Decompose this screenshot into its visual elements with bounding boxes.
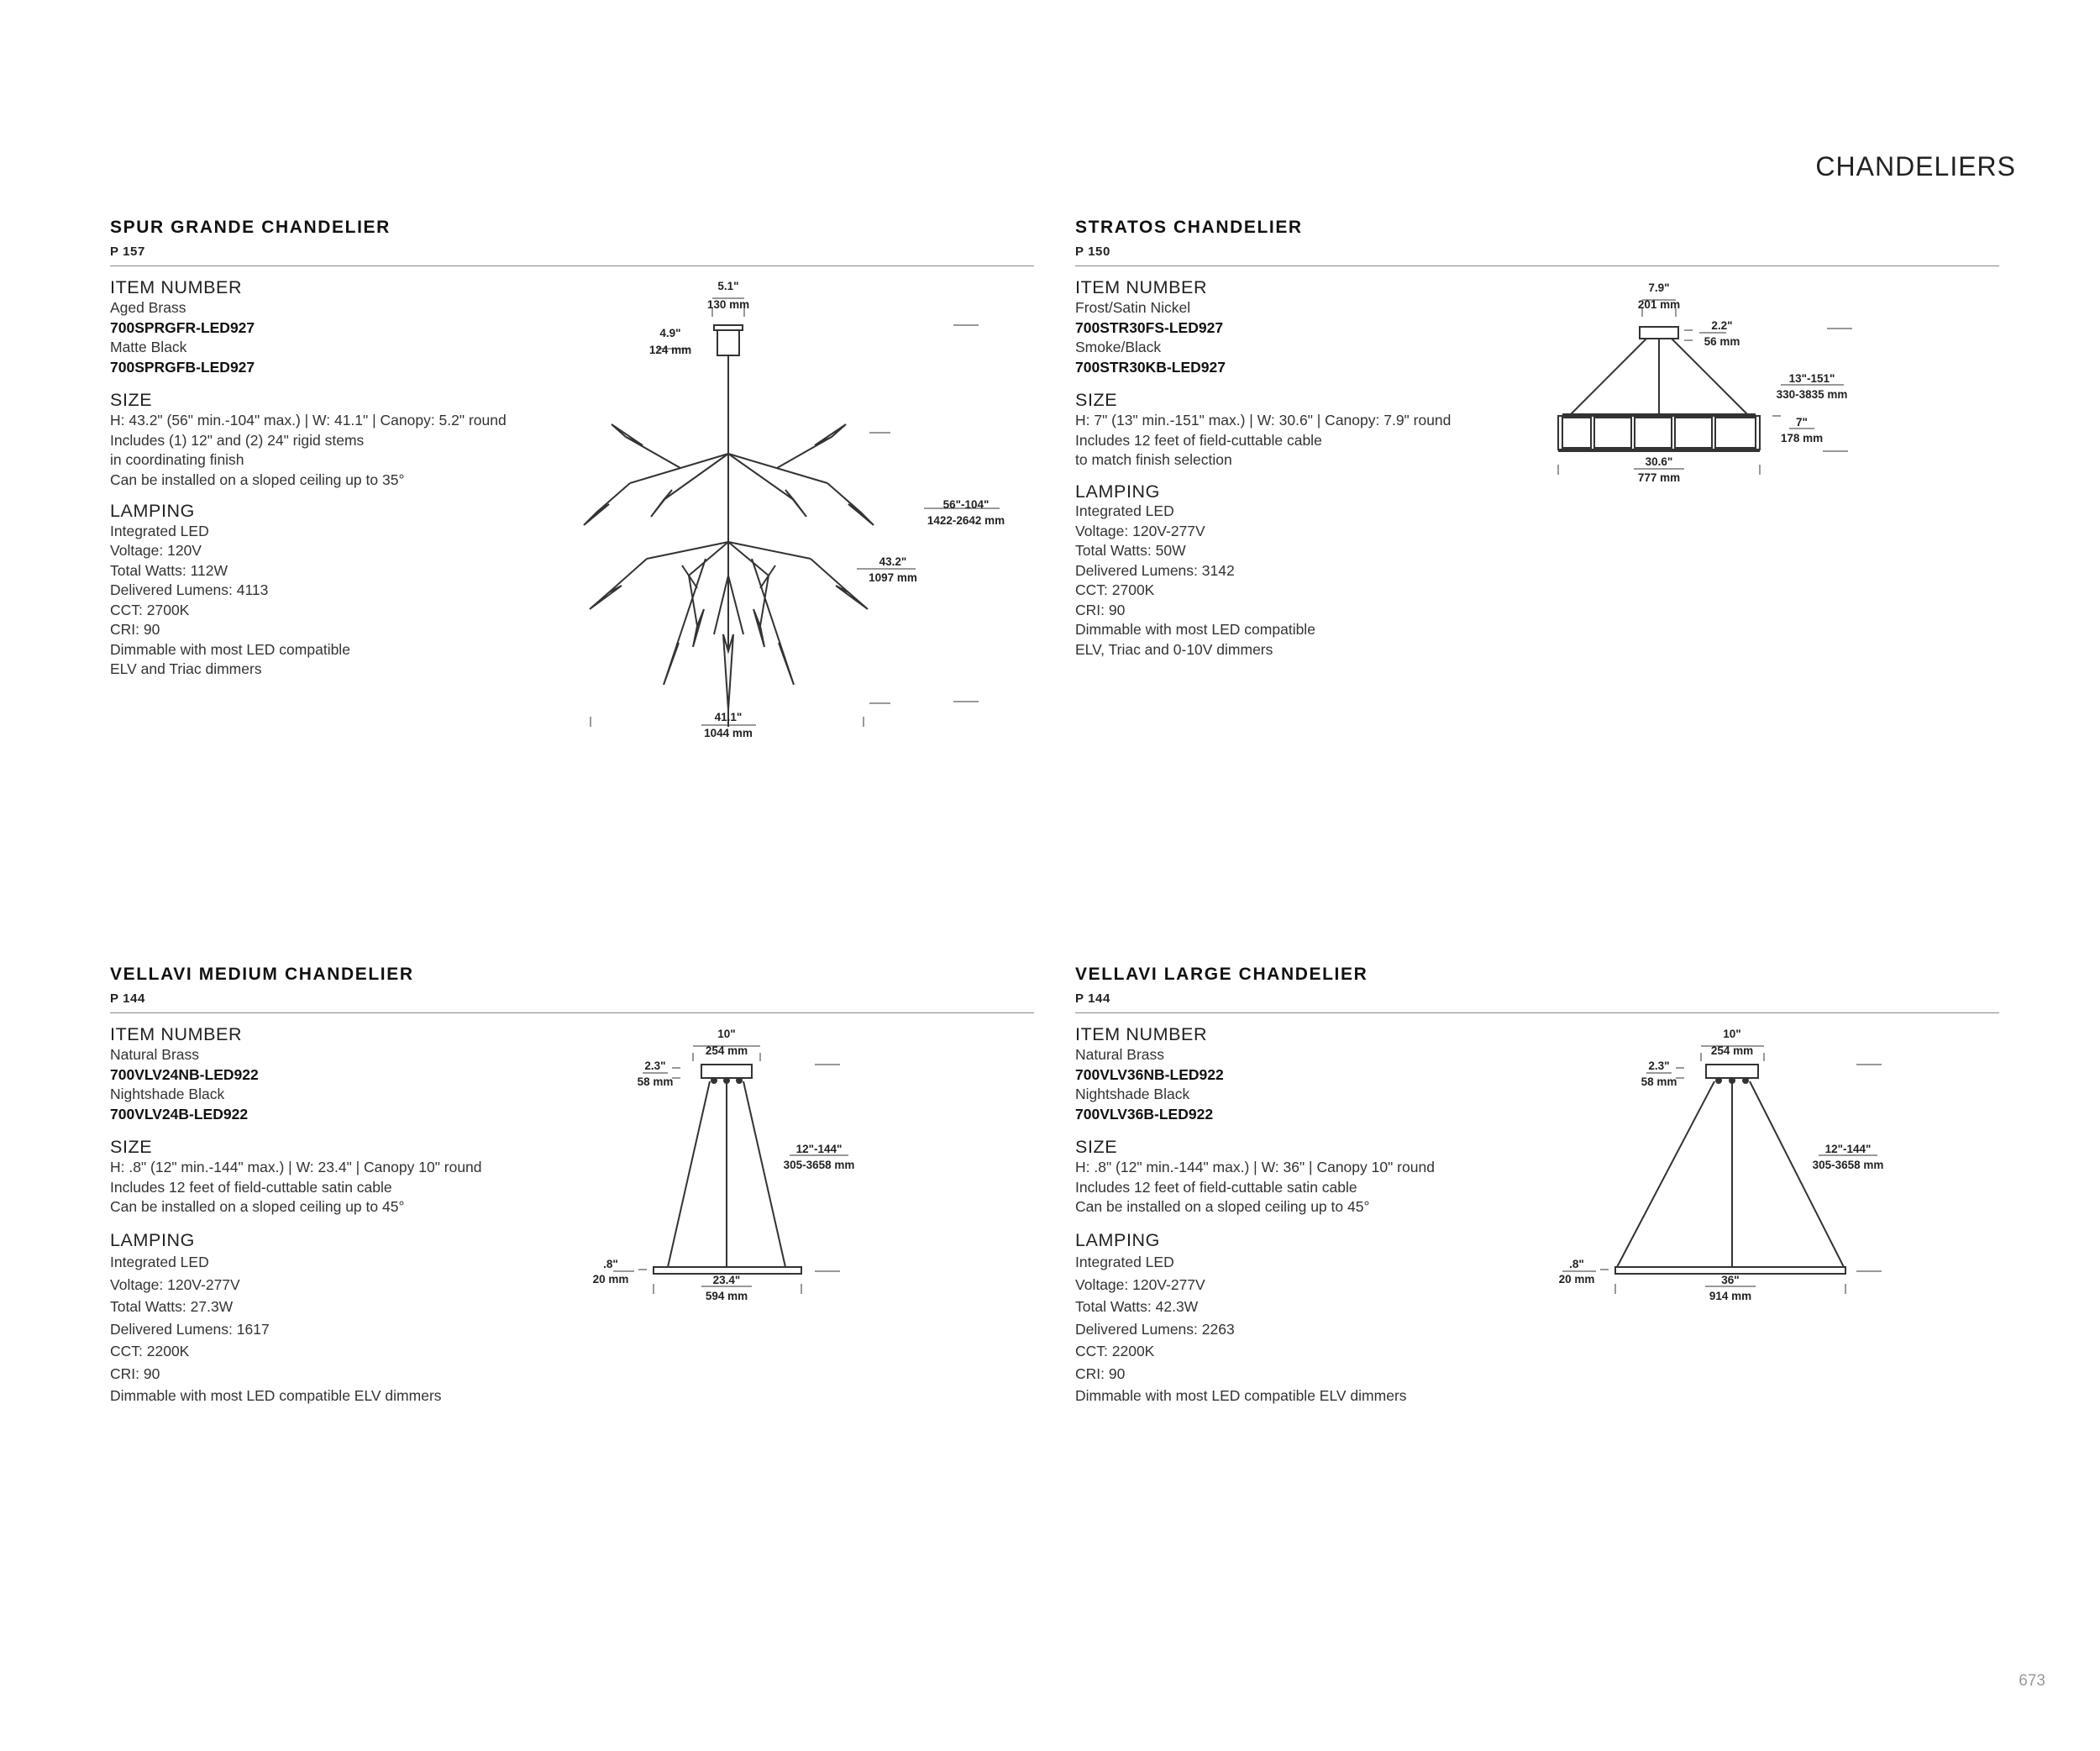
item-code: 700SPRGFR-LED927 xyxy=(110,318,255,336)
item-number-heading: ITEM NUMBER xyxy=(1075,1024,1208,1044)
size-heading: SIZE xyxy=(1075,1137,1118,1157)
divider xyxy=(110,1012,1034,1013)
finish-label: Frost/Satin Nickel xyxy=(1075,299,1191,316)
item-number-heading: ITEM NUMBER xyxy=(1075,277,1208,297)
lamping-line: CRI: 90 xyxy=(110,1365,160,1382)
item-number-group xyxy=(1075,1023,1546,1124)
page-number: 673 xyxy=(2019,1672,2045,1690)
size-group xyxy=(1075,1136,1546,1217)
size-line: H: 43.2" (56" min.-104" max.) | W: 41.1" | Canopy: 5.2" round xyxy=(110,412,507,429)
dim-width-in: 36" xyxy=(1721,1274,1740,1286)
lamping-line: Integrated LED xyxy=(1075,502,1174,519)
spec-block xyxy=(1075,276,1546,660)
dim-width-mm: 1044 mm xyxy=(704,727,753,739)
dim-canopy-h-in: 2.3" xyxy=(644,1060,666,1072)
lamping-line: ELV and Triac dimmers xyxy=(110,660,262,677)
size-line: in coordinating finish xyxy=(110,451,244,468)
lamping-line: Integrated LED xyxy=(110,1254,209,1270)
product-name: VELLAVI MEDIUM CHANDELIER xyxy=(110,965,414,984)
spur-grande-diagram xyxy=(580,273,1033,752)
product-page-ref: P 144 xyxy=(1075,991,1110,1006)
dim-overall-in: 56"-104" xyxy=(942,498,990,511)
dim-canopy-in: 10" xyxy=(1723,1028,1741,1040)
product-vellavi-medium xyxy=(110,965,1034,1419)
item-number-group xyxy=(110,276,580,377)
product-name: VELLAVI LARGE CHANDELIER xyxy=(1075,965,1368,984)
lamping-line: CRI: 90 xyxy=(110,621,160,638)
section-title: CHANDELIERS xyxy=(1815,151,2016,181)
dim-overall-mm: 305-3658 mm xyxy=(1812,1159,1884,1171)
dim-width-mm: 594 mm xyxy=(705,1290,748,1302)
dim-canopy-mm: 254 mm xyxy=(705,1044,748,1057)
item-number-heading: ITEM NUMBER xyxy=(110,1024,243,1044)
item-code: 700SPRGFB-LED927 xyxy=(110,358,255,376)
size-group xyxy=(110,389,580,490)
finish-label: Nightshade Black xyxy=(110,1086,225,1102)
size-heading: SIZE xyxy=(110,1137,153,1157)
lamping-line: Voltage: 120V xyxy=(110,542,202,559)
dim-height-in: .8" xyxy=(603,1258,618,1270)
size-line: Can be installed on a sloped ceiling up to 45° xyxy=(1075,1198,1370,1215)
item-code: 700STR30KB-LED927 xyxy=(1075,358,1226,376)
finish-label: Aged Brass xyxy=(110,299,186,316)
dim-canopy-h-mm: 58 mm xyxy=(637,1075,674,1088)
finish-label: Natural Brass xyxy=(1075,1046,1165,1063)
lamping-line: Delivered Lumens: 3142 xyxy=(1075,561,1235,579)
size-line: H: .8" (12" min.-144" max.) | W: 36" | Canopy 10" round xyxy=(1075,1159,1435,1175)
dim-height-mm: 178 mm xyxy=(1780,432,1824,444)
dim-canopy-h-mm: 58 mm xyxy=(1641,1075,1677,1088)
dim-width-in: 23.4" xyxy=(712,1274,741,1286)
lamping-line: CRI: 90 xyxy=(1075,1365,1126,1382)
lamping-line: Integrated LED xyxy=(110,522,209,539)
dim-overall-mm: 330-3835 mm xyxy=(1776,388,1848,401)
spur-grande-drawing xyxy=(580,273,1033,752)
item-code: 700VLV24B-LED922 xyxy=(110,1105,249,1123)
dim-height-mm: 20 mm xyxy=(592,1273,629,1286)
product-name: SPUR GRANDE CHANDELIER xyxy=(110,218,391,237)
size-line: H: .8" (12" min.-144" max.) | W: 23.4" | Canopy 10" round xyxy=(110,1159,482,1175)
lamping-line: Total Watts: 50W xyxy=(1075,542,1186,559)
dim-overall-in: 12"-144" xyxy=(795,1143,843,1155)
lamping-heading: LAMPING xyxy=(110,501,195,521)
lamping-line: Delivered Lumens: 2263 xyxy=(1075,1320,1235,1338)
dim-canopy-h-mm: 56 mm xyxy=(1704,335,1740,348)
lamping-line: CCT: 2200K xyxy=(110,1343,190,1359)
dim-height-mm: 20 mm xyxy=(1558,1273,1595,1286)
lamping-line: Integrated LED xyxy=(1075,1254,1174,1270)
dim-canopy-in: 7.9" xyxy=(1648,281,1670,294)
size-heading: SIZE xyxy=(1075,390,1118,410)
size-line: Includes 12 feet of field-cuttable cable xyxy=(1075,431,1322,449)
dim-canopy-h-in: 2.3" xyxy=(1648,1060,1670,1072)
size-heading: SIZE xyxy=(110,390,153,410)
dim-canopy-in: 5.1" xyxy=(717,280,739,292)
lamping-line: Voltage: 120V-277V xyxy=(1075,1275,1205,1293)
dim-height-in: 43.2" xyxy=(879,555,907,568)
dim-canopy-mm: 254 mm xyxy=(1710,1044,1754,1057)
dim-overall-in: 12"-144" xyxy=(1824,1143,1872,1155)
lamping-heading: LAMPING xyxy=(1075,481,1160,502)
size-line: to match finish selection xyxy=(1075,451,1232,468)
dim-canopy-h-mm: 124 mm xyxy=(648,344,692,356)
item-code: 700VLV36B-LED922 xyxy=(1075,1105,1214,1123)
lamping-line: CCT: 2700K xyxy=(1075,581,1155,598)
dim-width-in: 41.1" xyxy=(714,711,743,723)
lamping-line: CRI: 90 xyxy=(1075,601,1126,618)
dim-height-in: 7" xyxy=(1796,416,1808,429)
lamping-line: Total Watts: 112W xyxy=(110,561,228,579)
size-line: Includes 12 feet of field-cuttable satin cable xyxy=(110,1178,392,1196)
vellavi-medium-diagram xyxy=(584,1021,878,1307)
lamping-heading: LAMPING xyxy=(110,1229,195,1250)
lamping-line: CCT: 2700K xyxy=(110,601,190,618)
size-line: Can be installed on a sloped ceiling up to 35° xyxy=(110,471,405,488)
spec-block xyxy=(1075,1023,1546,1407)
lamping-line: Dimmable with most LED compatible ELV dimmers xyxy=(1075,1387,1407,1404)
dim-width-in: 30.6" xyxy=(1645,455,1673,468)
lamping-line: ELV, Triac and 0-10V dimmers xyxy=(1075,640,1273,658)
lamping-line: Delivered Lumens: 1617 xyxy=(110,1320,270,1338)
finish-label: Natural Brass xyxy=(110,1046,200,1063)
stratos-diagram xyxy=(1546,273,1898,492)
dim-overall-mm: 305-3658 mm xyxy=(783,1159,855,1171)
lamping-group xyxy=(1075,482,1546,660)
lamping-heading: LAMPING xyxy=(1075,1229,1160,1250)
lamping-group xyxy=(110,1229,580,1407)
dim-width-mm: 777 mm xyxy=(1637,471,1681,484)
lamping-line: Delivered Lumens: 4113 xyxy=(110,581,269,598)
lamping-line: Total Watts: 42.3W xyxy=(1075,1298,1199,1315)
lamping-line: Voltage: 120V-277V xyxy=(110,1275,240,1293)
product-page-ref: P 144 xyxy=(110,991,145,1006)
size-line: H: 7" (13" min.-151" max.) | W: 30.6" | Canopy: 7.9" round xyxy=(1075,412,1452,429)
dim-canopy-h-in: 2.2" xyxy=(1711,319,1733,332)
lamping-group xyxy=(1075,1229,1546,1407)
finish-label: Nightshade Black xyxy=(1075,1086,1190,1102)
item-number-heading: ITEM NUMBER xyxy=(110,277,243,297)
dim-canopy-mm: 130 mm xyxy=(706,298,750,311)
dim-height-mm: 1097 mm xyxy=(869,571,917,584)
item-code: 700VLV24NB-LED922 xyxy=(110,1065,259,1083)
size-line: Includes 12 feet of field-cuttable satin cable xyxy=(1075,1178,1357,1196)
size-line: Includes (1) 12" and (2) 24" rigid stems xyxy=(110,431,365,449)
vellavi-large-diagram xyxy=(1550,1021,1886,1307)
lamping-line: Dimmable with most LED compatible xyxy=(1075,621,1315,638)
vellavi-medium-drawing xyxy=(584,1021,878,1307)
lamping-group xyxy=(110,502,580,680)
dim-overall-mm: 1422-2642 mm xyxy=(927,514,1005,527)
size-group xyxy=(110,1136,580,1217)
divider xyxy=(1075,1012,1999,1013)
size-line: Can be installed on a sloped ceiling up to 45° xyxy=(110,1198,405,1215)
lamping-line: Voltage: 120V-277V xyxy=(1075,522,1205,539)
item-code: 700STR30FS-LED927 xyxy=(1075,318,1224,336)
dim-canopy-mm: 201 mm xyxy=(1637,298,1681,311)
product-page-ref: P 157 xyxy=(110,245,145,259)
size-group xyxy=(1075,389,1546,471)
item-number-group xyxy=(1075,276,1546,377)
spec-block xyxy=(110,1023,580,1407)
dim-canopy-in: 10" xyxy=(717,1028,736,1040)
dim-height-in: .8" xyxy=(1569,1258,1584,1270)
item-code: 700VLV36NB-LED922 xyxy=(1075,1065,1224,1083)
dim-canopy-h-in: 4.9" xyxy=(659,327,681,339)
product-name: STRATOS CHANDELIER xyxy=(1075,218,1303,237)
item-number-group xyxy=(110,1023,580,1124)
finish-label: Smoke/Black xyxy=(1075,339,1162,355)
lamping-line: Total Watts: 27.3W xyxy=(110,1298,234,1315)
lamping-line: CCT: 2200K xyxy=(1075,1343,1155,1359)
stratos-drawing xyxy=(1546,273,1898,492)
lamping-line: Dimmable with most LED compatible ELV dimmers xyxy=(110,1387,442,1404)
spec-block xyxy=(110,276,580,680)
dim-overall-in: 13"-151" xyxy=(1788,372,1835,385)
finish-label: Matte Black xyxy=(110,339,187,355)
dim-width-mm: 914 mm xyxy=(1709,1290,1752,1302)
product-page-ref: P 150 xyxy=(1075,245,1110,259)
vellavi-large-drawing xyxy=(1550,1021,1886,1307)
lamping-line: Dimmable with most LED compatible xyxy=(110,640,350,658)
